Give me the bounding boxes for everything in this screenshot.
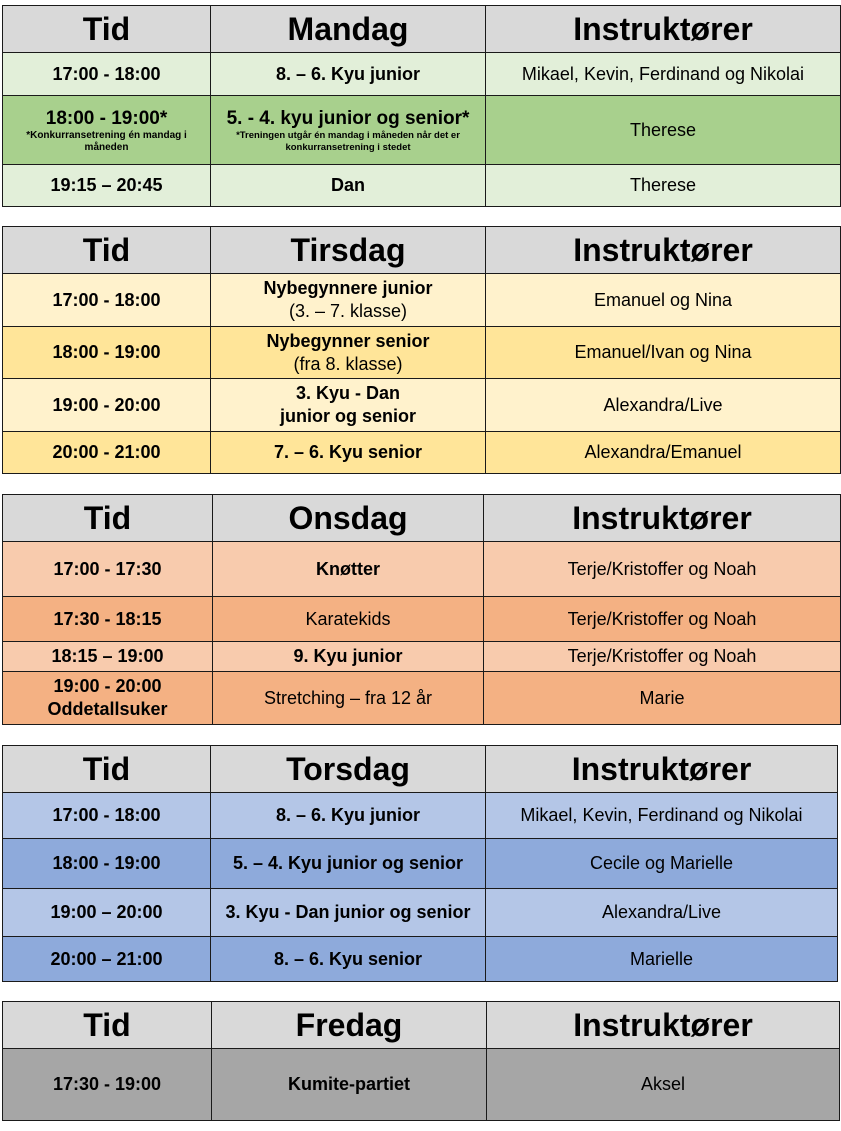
instructor-cell: Mikael, Kevin, Ferdinand og Nikolai [486, 793, 838, 839]
table-row [3, 379, 841, 432]
time-cell: 18:15 – 19:00 [3, 642, 213, 672]
instructor-header: Instruktører [486, 6, 841, 53]
time-cell: 19:00 – 20:00 [3, 889, 211, 937]
header-row [3, 227, 841, 274]
header-row [3, 1002, 840, 1049]
day-header: Mandag [211, 6, 486, 53]
group-cell [211, 327, 486, 379]
table-row [3, 597, 841, 642]
group-cell: Dan [211, 165, 486, 207]
table-row [3, 937, 838, 982]
day-header: Tirsdag [211, 227, 486, 274]
header-row [3, 746, 838, 793]
time-cell: 20:00 – 21:00 [3, 937, 211, 982]
time-cell: 17:30 - 18:15 [3, 597, 213, 642]
instructor-cell: Therese [486, 96, 841, 165]
instructor-header: Instruktører [484, 495, 841, 542]
header-row [3, 495, 841, 542]
table-row [3, 165, 841, 207]
group-cell [211, 274, 486, 327]
group-text: 5. - 4. kyu junior og senior* [226, 107, 470, 129]
day-header: Torsdag [211, 746, 486, 793]
instructor-cell: Mikael, Kevin, Ferdinand og Nikolai [486, 53, 841, 96]
wednesday-table [2, 494, 841, 725]
time-header: Tid [3, 746, 211, 793]
instructor-cell: Alexandra/Live [486, 379, 841, 432]
table-row [3, 642, 841, 672]
time-header: Tid [3, 6, 211, 53]
group-text: Nybegynnere junior [263, 278, 433, 298]
instructor-cell: Alexandra/Live [486, 889, 838, 937]
time-note: *Konkurransetrening én mandag i måneden [26, 129, 187, 153]
instructor-cell: Terje/Kristoffer og Noah [484, 597, 841, 642]
instructor-cell: Marie [484, 672, 841, 725]
group-note: *Treningen utgår én mandag i måneden når det er konkurransetrening i stedet [236, 129, 460, 153]
time-cell: 18:00 - 19:00 [3, 327, 211, 379]
instructor-cell: Therese [486, 165, 841, 207]
group-cell: 8. – 6. Kyu junior [211, 53, 486, 96]
instructor-header: Instruktører [486, 227, 841, 274]
day-header: Onsdag [213, 495, 484, 542]
time-cell: 17:00 - 18:00 [3, 274, 211, 327]
time-cell [3, 96, 211, 165]
instructor-header: Instruktører [487, 1002, 840, 1049]
time-cell: 20:00 - 21:00 [3, 432, 211, 474]
time-cell: 18:00 - 19:00 [3, 839, 211, 889]
table-row [3, 839, 838, 889]
group-cell [211, 379, 486, 432]
thursday-table [2, 745, 838, 982]
day-header: Fredag [212, 1002, 487, 1049]
time-cell: 17:00 - 18:00 [3, 793, 211, 839]
instructor-cell: Alexandra/Emanuel [486, 432, 841, 474]
table-row [3, 889, 838, 937]
tuesday-table [2, 226, 841, 474]
table-row [3, 1049, 840, 1121]
time-header: Tid [3, 1002, 212, 1049]
time-cell: 19:00 - 20:00 [3, 379, 211, 432]
table-row [3, 96, 841, 165]
instructor-cell: Aksel [487, 1049, 840, 1121]
group-cell: Karatekids [213, 597, 484, 642]
group-cell [211, 96, 486, 165]
group-cell: 5. – 4. Kyu junior og senior [211, 839, 486, 889]
instructor-cell: Emanuel/Ivan og Nina [486, 327, 841, 379]
table-row [3, 327, 841, 379]
group-subtext: (fra 8. klasse) [293, 353, 403, 374]
group-subtext: (3. – 7. klasse) [288, 301, 408, 321]
instructor-cell: Cecile og Marielle [486, 839, 838, 889]
friday-table [2, 1001, 840, 1121]
time-text: 18:00 - 19:00* [45, 107, 168, 129]
time-text: 19:00 - 20:00 [53, 676, 162, 696]
instructor-header: Instruktører [486, 746, 838, 793]
time-cell [3, 672, 213, 725]
group-subtext: junior og senior [279, 406, 416, 426]
table-row [3, 542, 841, 597]
group-cell: Kumite-partiet [212, 1049, 487, 1121]
group-cell: Stretching – fra 12 år [213, 672, 484, 725]
table-row [3, 274, 841, 327]
group-cell: 3. Kyu - Dan junior og senior [211, 889, 486, 937]
group-text: Nybegynner senior [266, 330, 430, 351]
time-cell: 17:00 - 17:30 [3, 542, 213, 597]
instructor-cell: Marielle [486, 937, 838, 982]
instructor-cell: Emanuel og Nina [486, 274, 841, 327]
monday-table [2, 5, 841, 207]
group-cell: 8. – 6. Kyu junior [211, 793, 486, 839]
table-row [3, 432, 841, 474]
instructor-cell: Terje/Kristoffer og Noah [484, 542, 841, 597]
table-row [3, 793, 838, 839]
group-cell: Knøtter [213, 542, 484, 597]
time-header: Tid [3, 495, 213, 542]
time-cell: 17:00 - 18:00 [3, 53, 211, 96]
header-row [3, 6, 841, 53]
group-cell: 8. – 6. Kyu senior [211, 937, 486, 982]
time-subtext: Oddetallsuker [47, 699, 168, 719]
instructor-cell: Terje/Kristoffer og Noah [484, 642, 841, 672]
group-cell: 9. Kyu junior [213, 642, 484, 672]
table-row [3, 53, 841, 96]
table-row [3, 672, 841, 725]
group-cell: 7. – 6. Kyu senior [211, 432, 486, 474]
time-cell: 17:30 - 19:00 [3, 1049, 212, 1121]
time-cell: 19:15 – 20:45 [3, 165, 211, 207]
group-text: 3. Kyu - Dan [295, 383, 401, 403]
time-header: Tid [3, 227, 211, 274]
